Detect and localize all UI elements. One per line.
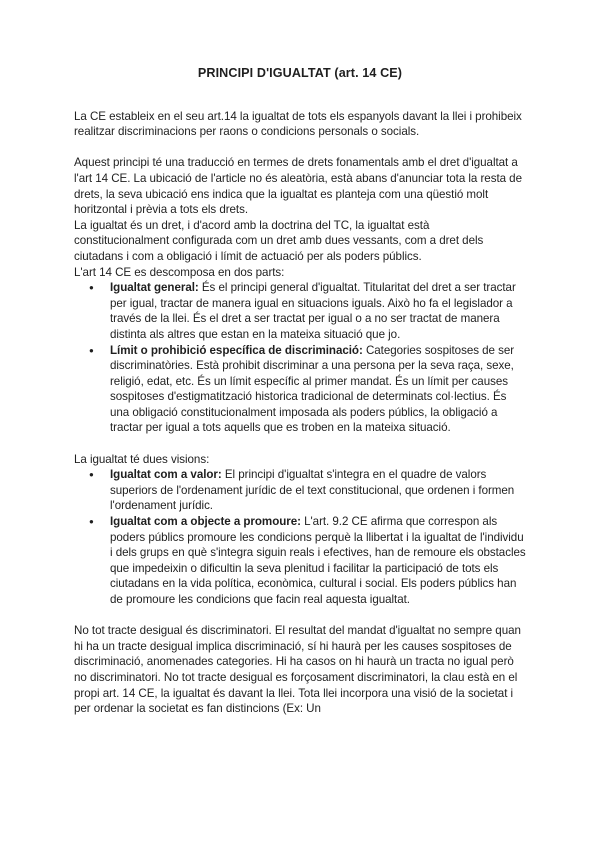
list-item	[74, 343, 526, 437]
intro-paragraph: La CE estableix en el seu art.14 la igualtat de tots els espanyols davant la llei i prohibeix realitzar discriminacions per raons o condicions personals o socials.	[74, 109, 522, 139]
paragraph-spacer	[74, 436, 526, 452]
list-item-term: Igualtat com a valor:	[110, 468, 222, 482]
paragraph-final: No tot tracte desigual és discriminatori. El resultat del mandat d'igualtat no sempre quan hi ha un tracte desigual implica discriminació, sí hi haurà per les causes sospitoses de discriminació, anomenades categories. Hi ha casos on hi haurà un tracta no igual però no discriminatori. No tot tracte desigual es forçosament discriminatori, la clau està en el propi art. 14 CE, la igualtat és davant la llei. Tota llei incorpora una visió de la societat i per ordenar la societat es fan distincions (Ex: Un	[74, 624, 521, 716]
paragraph-visions-intro: La igualtat té dues visions:	[74, 452, 210, 466]
document-body	[74, 66, 526, 717]
list-item-text: És el principi general d'igualtat. Titularitat del dret a ser tractar per igual, tractar de manera igual en situacions iguals. Això ho fa el legislador a través de la llei. És el dret a ser tractat per igual o a no ser tractat de manera distinta als altres que estan en la mateixa situació que jo.	[110, 281, 516, 341]
list-item	[74, 467, 526, 514]
list-item	[74, 514, 526, 608]
list-item-text: Categories sospitoses de ser discriminatòries. Està prohibit discriminar a una persona per la seva raça, sexe, religió, edat, etc. És un límit específic al primer mandat. És un límit per causes sospitoses d'estigmatització historica tradicional de determinats col·lectius. És una obligació constitucionalment imposada als poders públics, la obligació a tractar per igual a tots aquells que es troben en la mateixa situació.	[110, 343, 515, 435]
list-item-text: L'art. 9.2 CE afirma que correspon als poders públics promoure les condicions perquè la llibertat i la igualtat de l'individu i dels grups en què s'integra siguin reals i efectives, han de remoure els obstacles que impedeixin o dificultin la seva plenitud i facilitar la participació de tots els ciutadans en la vida política, econòmica, cultural i social. Els poders públics han de promoure les condicions que facin real aquesta igualtat.	[110, 515, 526, 606]
visions-list	[74, 467, 526, 607]
paragraph-right-definition: La igualtat és un dret, i d'acord amb la doctrina del TC, la igualtat està constitucionalment configurada com un dret amb dues vessants, com a dret dels ciutadans i com a obligació i límit de actuació per als poders públics.	[74, 218, 484, 263]
list-item-term: Igualtat general:	[110, 281, 199, 295]
list-item	[74, 280, 526, 342]
list-item-term: Límit o prohibició específica de discriminació:	[110, 343, 363, 357]
paragraph-translation: Aquest principi té una traducció en termes de drets fonamentals amb el dret d'igualtat a l'art 14 CE. La ubicació de l'article no és aleatòria, està abans d'anunciar tota la resta de drets, la seva ubicació ens indica que la igualtat es planteja com una qüestió molt horitzontal i prèvia a tots els drets.	[74, 156, 522, 217]
document-title: PRINCIPI D'IGUALTAT (art. 14 CE)	[197, 66, 403, 80]
paragraph-parts-intro: L'art 14 CE es descomposa en dos parts:	[74, 265, 285, 279]
list-item-term: Igualtat com a objecte a promoure:	[110, 515, 301, 529]
paragraph-spacer	[74, 608, 526, 624]
parts-list	[74, 280, 526, 436]
paragraph-spacer	[74, 140, 526, 156]
list-item-text: El principi d'igualtat s'integra en el quadre de valors superiors de l'ordenament jurídic de el text constitucional, que ordenen i formen l'ordenament jurídic.	[110, 468, 515, 513]
